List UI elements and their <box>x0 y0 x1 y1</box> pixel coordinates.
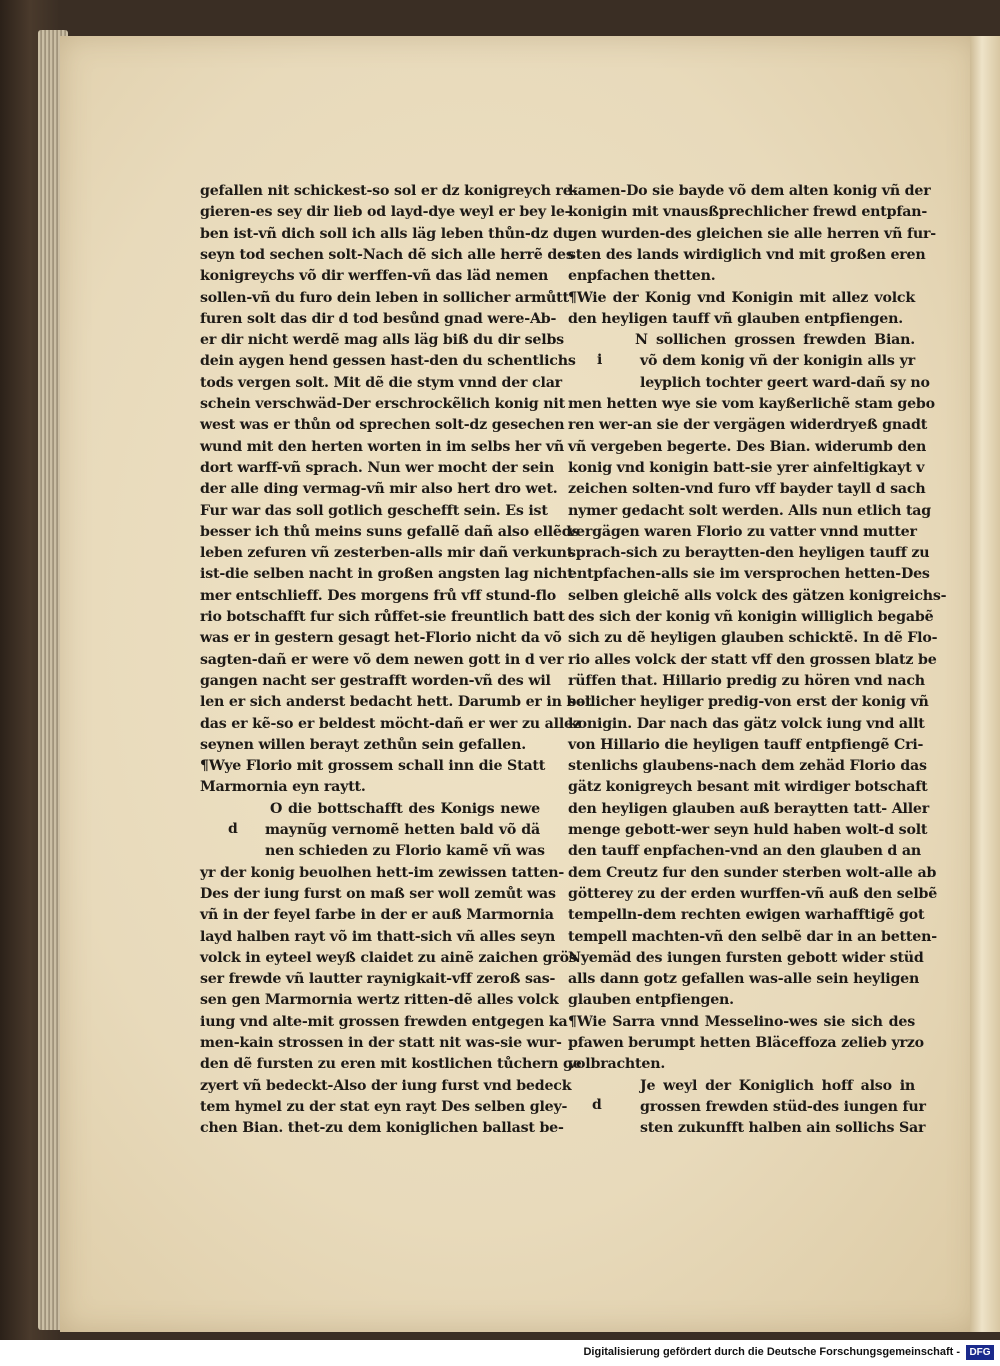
text-line: nen schieden zu Florio kamẽ vñ was <box>265 843 545 860</box>
text-line: entpfachen-alls sie im versprochen hetten-Des <box>568 566 930 583</box>
text-line: furen solt das dir d tod besůnd gnad were-Ab- <box>200 310 557 327</box>
text-line: schein verschwäd-Der erschrockẽlich konig nit <box>200 396 565 412</box>
text-line: der alle ding vermag-vñ mir also hert dro wet. <box>200 481 558 498</box>
text-line: ser frewde vñ lautter raynigkait-vff zeroß sas- <box>200 971 556 988</box>
text-line: ¶Wye Florio mit grossem schall inn die Statt <box>200 758 546 775</box>
text-line: besser ich thů meins suns gefallẽ dañ also ellẽds <box>200 523 580 540</box>
text-line: kamen-Do sie bayde võ dem alten konig vñ der <box>568 183 931 199</box>
text-line: zyert vñ bedeckt-Also der iung furst vnd bedeck <box>200 1077 572 1094</box>
text-line: rio alles volck der statt vff den grossen blatz be <box>568 651 937 668</box>
text-line: tempell machten-vñ den selbẽ dar in an betten- <box>568 928 937 945</box>
text-line: Des der iung furst on maß ser woll zemůt was <box>200 885 556 902</box>
text-line: Fur war das soll gotlich geschefft sein. Es ist <box>200 502 548 519</box>
text-line: selben gleichẽ alls volck des gätzen konigreichs- <box>568 587 947 604</box>
text-line: O die bottschafft des Konigs newe <box>270 800 540 817</box>
text-line: tods vergen solt. Mit dẽ die stym vnnd der clar <box>200 374 562 391</box>
text-line: men-kain strossen in der statt nit was-sie wur- <box>200 1035 562 1051</box>
text-line: gen wurden-des gleichen sie alle herren vñ fur- <box>568 225 936 242</box>
text-line: gangen nacht ser gestrafft worden-vñ des wil <box>200 672 551 689</box>
text-line: den heyligen glauben auß beraytten tatt- Aller <box>568 800 930 817</box>
text-line: den heyligen tauff vñ glauben entpfiengen. <box>568 310 903 327</box>
text-line: gätz konigreych besant mit wirdiger botschaft <box>568 779 928 796</box>
text-line: men hetten wye sie vom kayßerlichẽ stam gebo <box>568 396 935 412</box>
text-line: grossen frewden stüd-des iungen fur <box>640 1098 926 1115</box>
text-line: west was er thůn od sprechen solt-dz gesechen <box>200 417 565 434</box>
text-line: pfawen berumpt hetten Bläceffoza zelieb yrzo <box>568 1035 924 1051</box>
text-line: gieren-es sey dir lieb od layd-dye weyl er bey le- <box>200 204 571 221</box>
text-line: sten zukunfft halben ain sollichs Sar <box>640 1120 926 1137</box>
text-line: menge gebott-wer seyn huld haben wolt-d solt <box>568 822 928 838</box>
text-line: leyplich tochter geert ward-dañ sy no <box>640 374 930 391</box>
text-line: was er in gestern gesagt het-Florio nicht da võ <box>200 630 562 647</box>
text-line: konigreychs võ dir werffen-vñ das läd nemen <box>200 268 549 285</box>
text-line: gefallen nit schickest-so sol er dz konigreych re- <box>200 183 578 199</box>
text-line: wund mit den herten worten in im selbs her vñ <box>200 438 564 455</box>
text-line: dem Creutz fur den sunder sterben wolt-alle ab <box>568 864 937 881</box>
text-line: sollen-vñ du furo dein leben in sollicher armůtt <box>200 289 569 306</box>
text-line: des sich der konig vñ konigin williglich begabẽ <box>568 609 934 625</box>
text-line: vñ vergeben begerte. Des Bian. widerumb den <box>568 438 927 455</box>
dfg-logo: DFG <box>966 1345 994 1360</box>
text-line: von Hillario die heyligen tauff entpfiengẽ Cri- <box>568 736 924 753</box>
text-line: sich zu dẽ heyligen glauben schicktẽ. In dẽ Flo- <box>568 630 938 647</box>
text-line: yr der konig beuolhen hett-im zewissen tatten- <box>200 864 565 881</box>
next-page-edge <box>970 36 1000 1332</box>
footer-bar <box>0 1340 1000 1366</box>
text-line: dort warff-vñ sprach. Nun wer mocht der sein <box>200 459 555 476</box>
text-line: glauben entpfiengen. <box>568 992 734 1009</box>
text-line: chen Bian. thet-zu dem koniglichen ballast be- <box>200 1120 564 1137</box>
text-line: layd halben rayt võ im thatt-sich vñ alles seyn <box>200 928 556 945</box>
text-line: seyn tod sechen solt-Nach dẽ sich alle herrẽ des <box>200 246 574 263</box>
text-line: konigin. Dar nach das gätz volck iung vnd allt <box>568 715 925 732</box>
text-line: tem hymel zu der stat eyn rayt Des selben gley- <box>200 1098 568 1115</box>
text-line: vergägen waren Florio zu vatter vnnd mutter <box>568 523 917 540</box>
guide-letter: d <box>592 1097 602 1113</box>
text-line: konigin mit vnausßprechlicher frewd entpfan- <box>568 204 928 221</box>
text-line: vñ in der feyel farbe in der er auß Marmornia <box>200 907 554 924</box>
text-line: stenlichs glaubens-nach dem zehäd Florio das <box>568 758 927 775</box>
text-line: zeichen solten-vnd furo vff bayder tayll d sach <box>568 481 926 498</box>
text-line: alls dann gotz gefallen was-alle sein heyligen <box>568 971 920 988</box>
text-line: er dir nicht werdẽ mag alls läg biß du dir selbs <box>200 332 564 349</box>
funding-notice: Digitalisierung gefördert durch die Deutsche Forschungsgemeinschaft - <box>583 1346 960 1358</box>
text-line: sen gen Marmornia wertz ritten-dẽ alles volck <box>200 992 559 1009</box>
guide-letter: d <box>228 821 238 837</box>
text-line: sten des lands wirdiglich vnd mit großen eren <box>568 246 926 263</box>
text-line: götterey zu der erden wurffen-vñ auß den selbẽ <box>568 885 938 902</box>
text-line: sprach-sich zu beraytten-den heyligen tauff zu <box>568 545 930 562</box>
text-line: ist-die selben nacht in großen angsten lag nicht <box>200 566 574 583</box>
text-line: len er sich anderst bedacht hett. Darumb er in bet <box>200 694 592 711</box>
text-line: enpfachen thetten. <box>568 268 716 285</box>
text-line: rio botschafft fur sich růffet-sie freuntlich batt <box>200 609 565 625</box>
text-line: sagten-dañ er were võ dem newen gott in d ver <box>200 651 564 668</box>
text-line: rüffen that. Hillario predig zu hören vnd nach <box>568 672 925 689</box>
text-line: ren wer-an sie der vergägen widerdryeß gnadt <box>568 417 928 434</box>
text-line: leben zefuren vñ zesterben-alls mir dañ verkunt <box>200 545 574 562</box>
text-line: nymer gedacht solt werden. Alls nun etlich tag <box>568 502 932 519</box>
text-line: konig vnd konigin batt-sie yrer ainfeltigkayt v <box>568 459 925 476</box>
text-line: ¶Wie der Konig vnd Konigin mit allez volck <box>568 289 915 306</box>
guide-letter: i <box>597 352 603 368</box>
text-line: volbrachten. <box>568 1056 666 1073</box>
text-line: mer entschlieff. Des morgens frů vff stund-flo <box>200 587 557 604</box>
text-line: den tauff enpfachen-vnd an den glauben d an <box>568 843 922 860</box>
text-line: sollicher heyliger predig-von erst der konig vñ <box>568 694 929 711</box>
text-line: dein aygen hend gessen hast-den du schentlichs <box>200 353 576 370</box>
text-line: Je weyl der Koniglich hoff also in <box>640 1077 915 1094</box>
text-line: iung vnd alte-mit grossen frewden entgegen ka <box>200 1013 568 1030</box>
text-line: seynen willen berayt zethůn sein gefallen. <box>200 736 526 753</box>
text-line: ben ist-vñ dich soll ich alls läg leben thůn-dz du <box>200 225 573 242</box>
text-line: ¶Wie Sarra vnnd Messelino-wes sie sich des <box>568 1013 915 1030</box>
text-line: maynũg vernomẽ hetten bald võ dä <box>265 822 540 838</box>
text-line: N sollichen grossen frewden Bian. <box>635 332 915 349</box>
text-line: tempelln-dem rechten ewigen warhafftigẽ got <box>568 907 925 924</box>
text-line: volck in eyteel weyß claidet zu ainẽ zaichen grös <box>200 949 577 966</box>
text-line: võ dem konig vñ der konigin alls yr <box>640 353 915 370</box>
text-line: Nyemäd des iungen fursten gebott wider stüd <box>568 949 924 966</box>
text-line: den dẽ fursten zu eren mit kostlichen tůchern ge <box>200 1056 582 1073</box>
text-line: Marmornia eyn raytt. <box>200 779 366 796</box>
text-line: das er kẽ-so er beldest möcht-dañ er wer zu allez <box>200 715 581 732</box>
